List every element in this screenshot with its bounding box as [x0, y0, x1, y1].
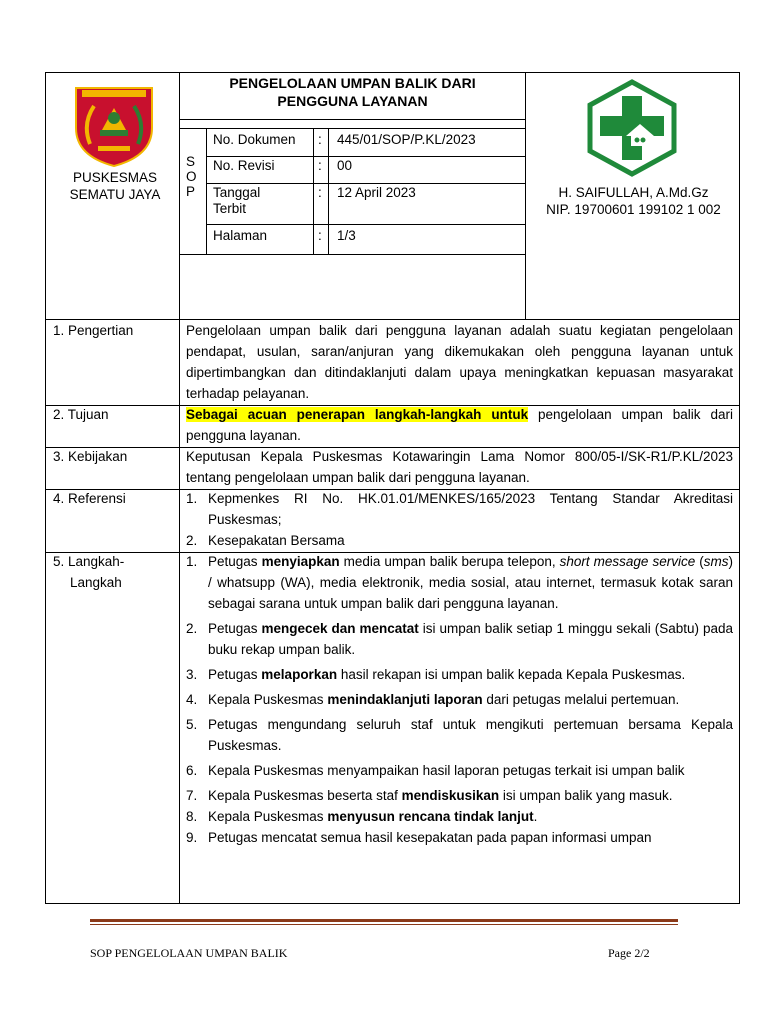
footer-rule-thick [90, 919, 678, 922]
footer-page-number: Page 2/2 [608, 946, 650, 960]
step-item: 3. Petugas melaporkan hasil rekapan isi umpan balik kepada Kepala Puskesmas. [186, 667, 686, 682]
revision-label: No. Revisi [213, 158, 275, 173]
step-item: 1. Petugas menyiapkan media umpan balik berupa telepon, short message service (sms) / whatsupp (WA), media elektronik, media sosial, atau internet, termasuk kotak saran sebagai sarana untuk umpan balik dari pengguna layanan. [186, 554, 733, 611]
sop-letter-o: O [186, 169, 197, 184]
org-name-line1: PUSKESMAS [72, 170, 158, 185]
section-text-pengertian: Pengelolaan umpan balik dari pengguna layanan adalah suatu kegiatan pengelolaan pendapat, usulan, saran/anjuran yang dikemukakan oleh pengguna layanan untuk dipertimbangkan dan ditindaklanjuti dalam upaya meningkatkan kepuasan masyarakat terhadap pelayanan. [186, 323, 733, 401]
footer-doc-title: SOP PENGELOLAAN UMPAN BALIK [90, 946, 288, 960]
section-label-kebijakan: 3. Kebijakan [53, 449, 128, 464]
issue-date-sep: : [318, 185, 322, 200]
sop-letter-s: S [186, 154, 196, 169]
title-line1: PENGELOLAAN UMPAN BALIK DARI [229, 75, 476, 91]
section-label-pengertian: 1. Pengertian [53, 323, 134, 338]
page-sep: : [318, 228, 322, 243]
step-item: 6. Kepala Puskesmas menyampaikan hasil laporan petugas terkait isi umpan balik [186, 763, 685, 778]
section-label-langkah-line1: 5. Langkah- [53, 554, 125, 569]
revision-sep: : [318, 158, 322, 173]
sop-letter-p: P [186, 184, 196, 199]
page-label: Halaman [213, 228, 268, 243]
footer-rule-thin [90, 924, 678, 925]
revision-value: 00 [337, 158, 353, 173]
section-label-referensi: 4. Referensi [53, 491, 126, 506]
issue-date-value: 12 April 2023 [337, 185, 416, 200]
step-item: 9. Petugas mencatat semua hasil kesepakatan pada papan informasi umpan [186, 830, 652, 845]
step-item: 8. Kepala Puskesmas menyusun rencana tindak lanjut. [186, 809, 538, 824]
doc-number-value: 445/01/SOP/P.KL/2023 [337, 132, 476, 147]
referensi-list [186, 488, 733, 551]
signer-nip: NIP. 19700601 199102 1 002 [546, 202, 721, 217]
page-value: 1/3 [337, 228, 356, 243]
section-text-kebijakan: Keputusan Kepala Puskesmas Kotawaringin Lama Nomor 800/05-I/SK-R1/P.KL/2023 tentang pengelolaan umpan balik dari pengguna layanan. [186, 449, 733, 485]
referensi-item: 2. Kesepakatan Bersama [186, 533, 345, 548]
steps-list [186, 551, 733, 903]
issue-date-label: Tanggal [213, 185, 261, 200]
org-name-line2: SEMATU JAYA [69, 187, 161, 202]
doc-number-label: No. Dokumen [213, 132, 296, 147]
puskesmas-cross-logo [582, 78, 682, 178]
tujuan-highlight: Sebagai acuan penerapan langkah-langkah untuk [186, 407, 529, 422]
step-item: 4. Kepala Puskesmas menindaklanjuti laporan dari petugas melalui pertemuan. [186, 692, 680, 707]
doc-number-sep: : [318, 132, 322, 147]
regency-emblem-logo [72, 84, 156, 168]
document-title [180, 74, 525, 110]
section-text-tujuan [186, 404, 733, 446]
section-label-langkah-line2: Langkah [70, 575, 122, 590]
issue-date-label2: Terbit [213, 201, 247, 216]
title-line2: PENGGUNA LAYANAN [277, 93, 428, 109]
step-item: 2. Petugas mengecek dan mencatat isi umpan balik setiap 1 minggu sekali (Sabtu) pada buku rekap umpan balik. [186, 621, 733, 657]
step-item: 5. Petugas mengundang seluruh staf untuk mengikuti pertemuan bersama Kepala Puskesmas. [186, 717, 733, 753]
step-item: 7. Kepala Puskesmas beserta staf mendiskusikan isi umpan balik yang masuk. [186, 788, 673, 803]
section-label-tujuan: 2. Tujuan [53, 407, 109, 422]
signer-name: H. SAIFULLAH, A.Md.Gz [558, 185, 709, 200]
tujuan-rest: pengelolaan umpan balik dari pengguna layanan. [186, 407, 733, 443]
referensi-item: 1. Kepmenkes RI No. HK.01.01/MENKES/165/2023 Tentang Standar Akreditasi Puskesmas; [186, 491, 733, 527]
